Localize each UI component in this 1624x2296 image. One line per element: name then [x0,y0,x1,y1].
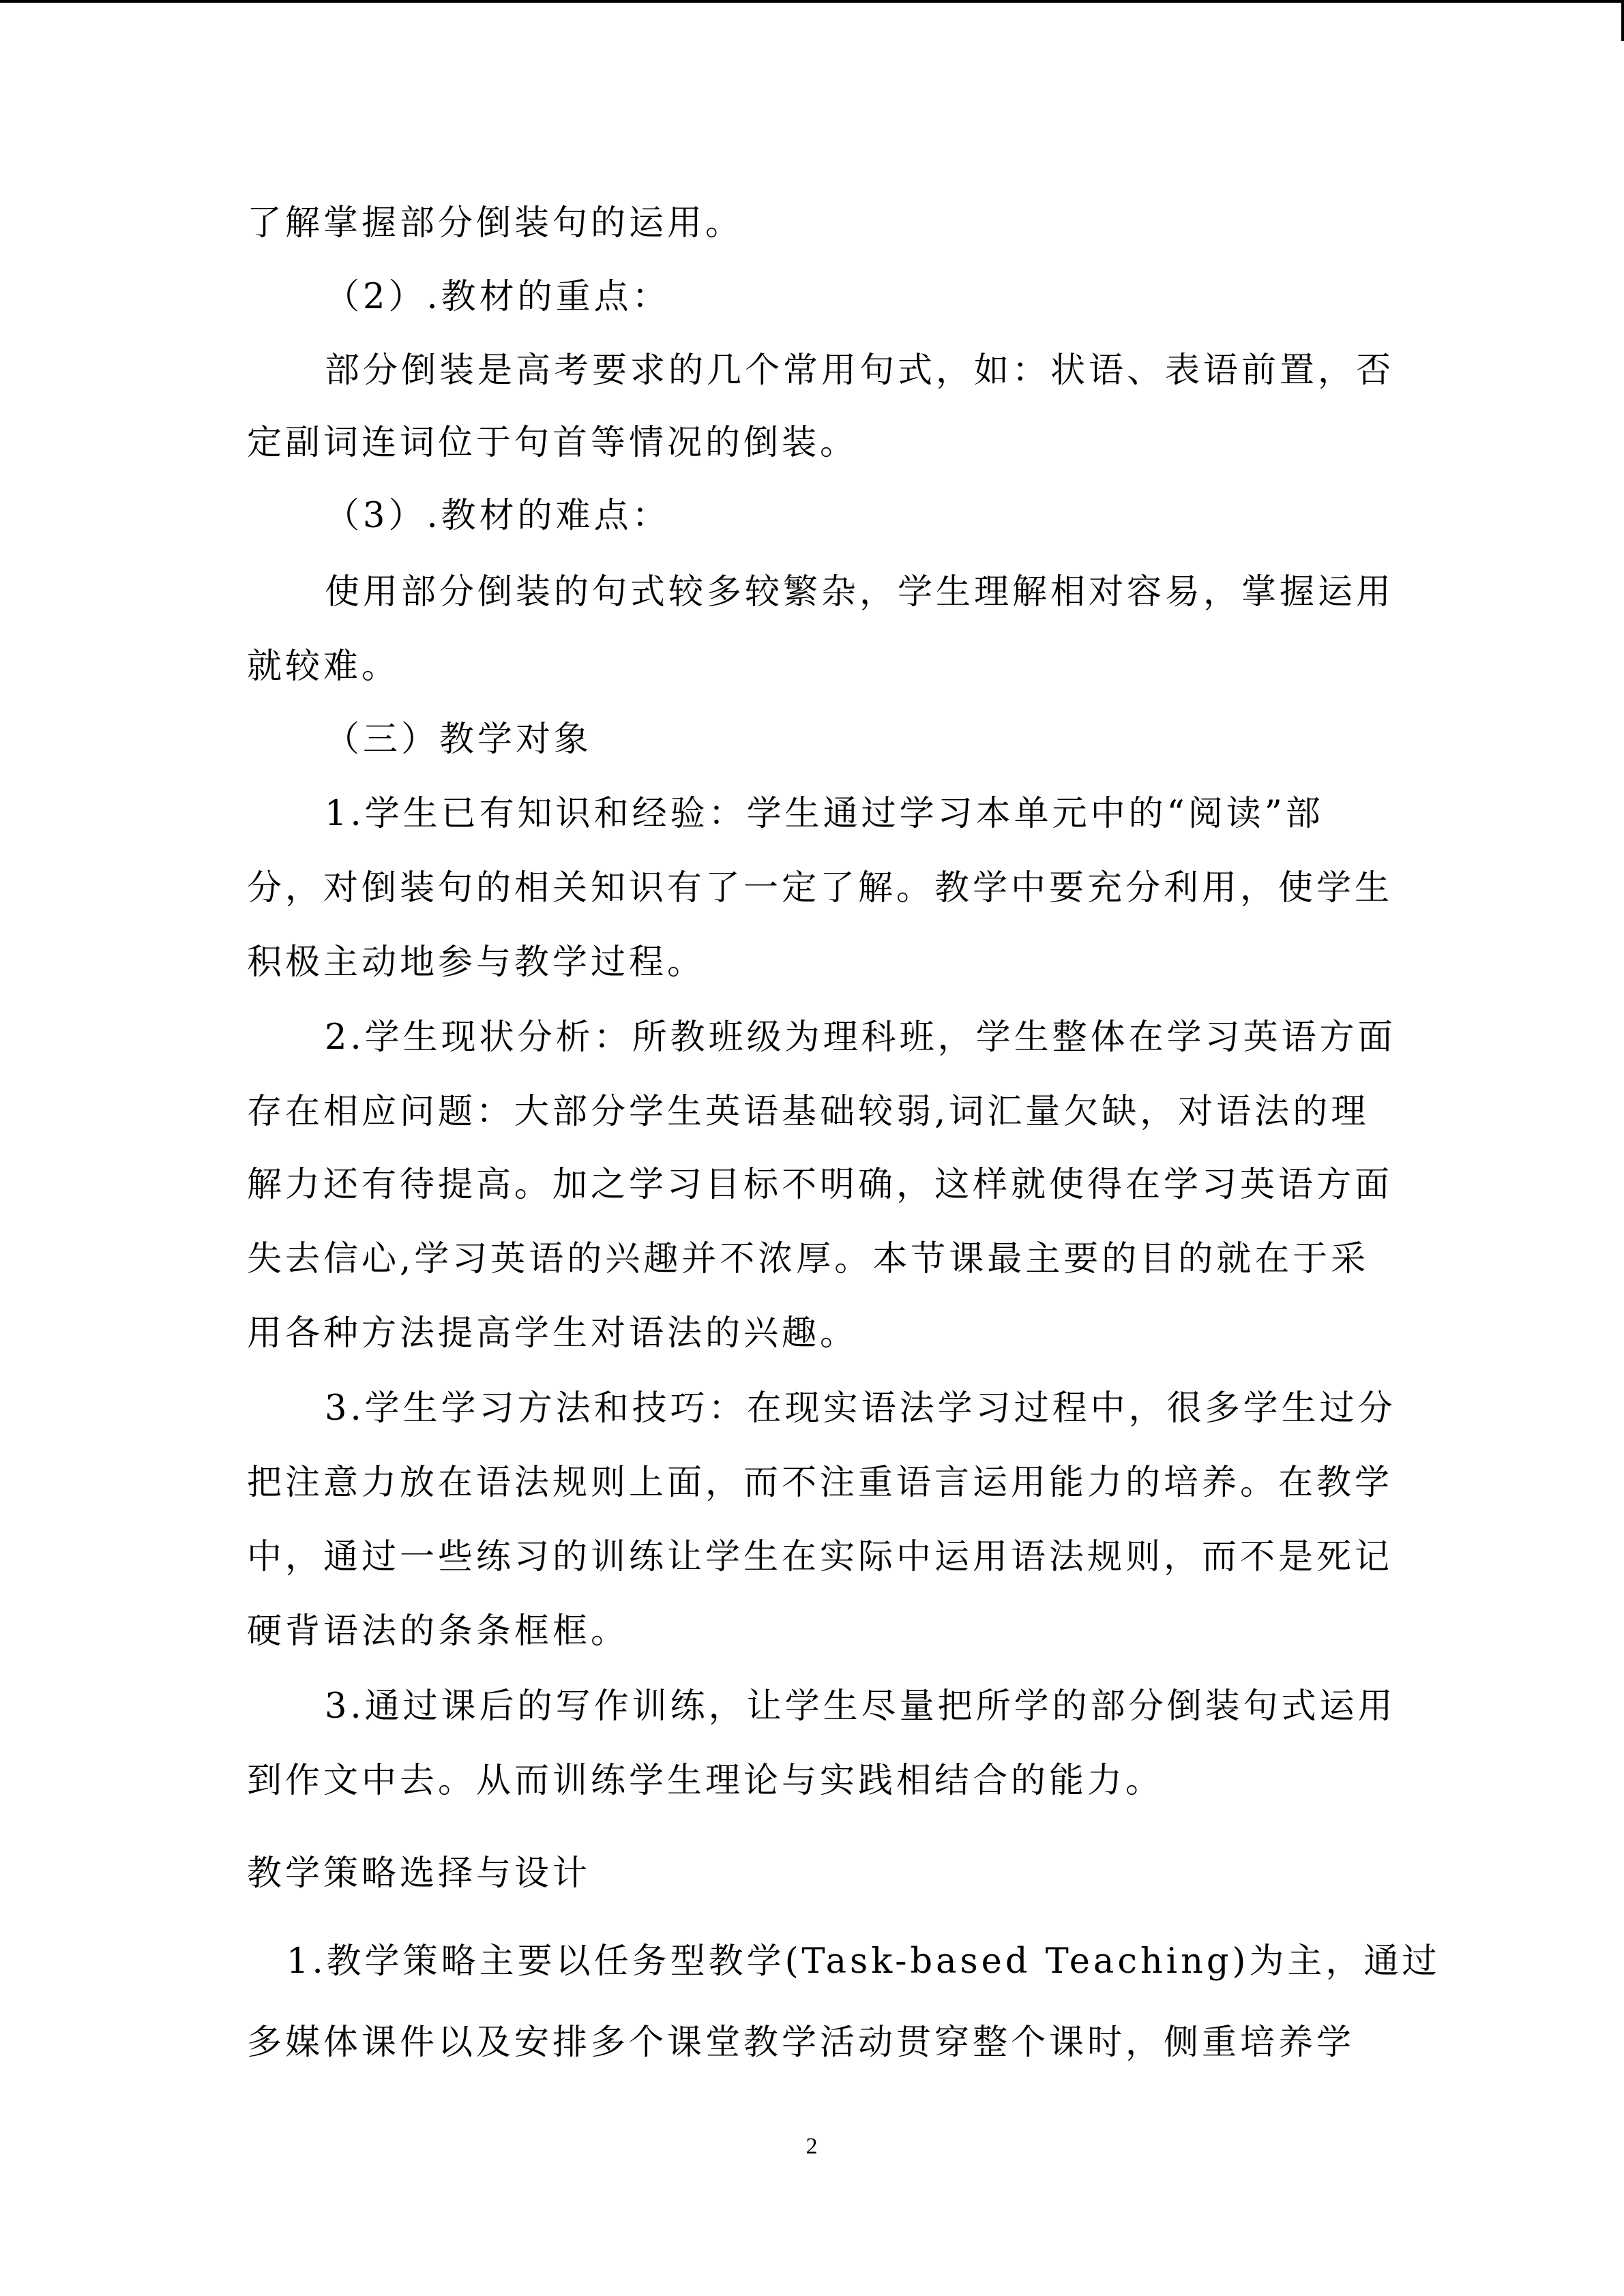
text-line-24: 1.教学策略主要以任务型教学(Task-based Teaching)为主，通过 [286,1941,1441,1982]
section-heading-teaching-objects: （三）教学对象 [325,719,593,760]
text-line-13: 存在相应问题：大部分学生英语基础较弱,词汇量欠缺，对语法的理 [247,1092,1370,1132]
page-number: 2 [806,2134,818,2159]
text-line-3: 部分倒装是高考要求的几个常用句式，如：状语、表语前置，否 [325,351,1395,391]
text-line-15: 失去信心,学习英语的兴趣并不浓厚。本节课最主要的目的就在于采 [247,1239,1370,1279]
text-line-1: 了解掌握部分倒装句的运用。 [247,203,744,243]
text-line-17: 3.学生学习方法和技巧：在现实语法学习过程中，很多学生过分 [325,1388,1396,1429]
text-line-16: 用各种方法提高学生对语法的兴趣。 [247,1313,859,1354]
text-line-9: 1.学生已有知识和经验：学生通过学习本单元中的“阅读”部 [325,794,1324,834]
section-heading-strategy: 教学策略选择与设计 [247,1853,591,1894]
text-line-25: 多媒体课件以及安排多个课堂教学活动贯穿整个课时，侧重培养学 [247,2023,1355,2063]
subheading-difficulties: （3）.教材的难点： [325,496,670,536]
text-line-21: 3.通过课后的写作训练，让学生尽量把所学的部分倒装句式运用 [325,1686,1396,1727]
text-line-19: 中，通过一些练习的训练让学生在实际中运用语法规则，而不是死记 [247,1537,1393,1577]
text-line-12: 2.学生现状分析：所教班级为理科班，学生整体在学习英语方面 [325,1017,1396,1058]
text-line-7: 就较难。 [247,646,400,687]
text-line-18: 把注意力放在语法规则上面，而不注重语言运用能力的培养。在教学 [247,1463,1393,1503]
text-line-10: 分，对倒装句的相关知识有了一定了解。教学中要充分利用，使学生 [247,868,1393,908]
text-line-11: 积极主动地参与教学过程。 [247,942,706,983]
text-line-20: 硬背语法的条条框框。 [247,1611,630,1652]
subheading-key-points: （2）.教材的重点： [325,277,670,317]
text-line-14: 解力还有待提高。加之学习目标不明确，这样就使得在学习英语方面 [247,1165,1393,1205]
text-line-4: 定副词连词位于句首等情况的倒装。 [247,423,859,463]
text-line-22: 到作文中去。从而训练学生理论与实践相结合的能力。 [247,1761,1164,1801]
text-line-6: 使用部分倒装的句式较多较繁杂，学生理解相对容易，掌握运用 [325,572,1395,612]
